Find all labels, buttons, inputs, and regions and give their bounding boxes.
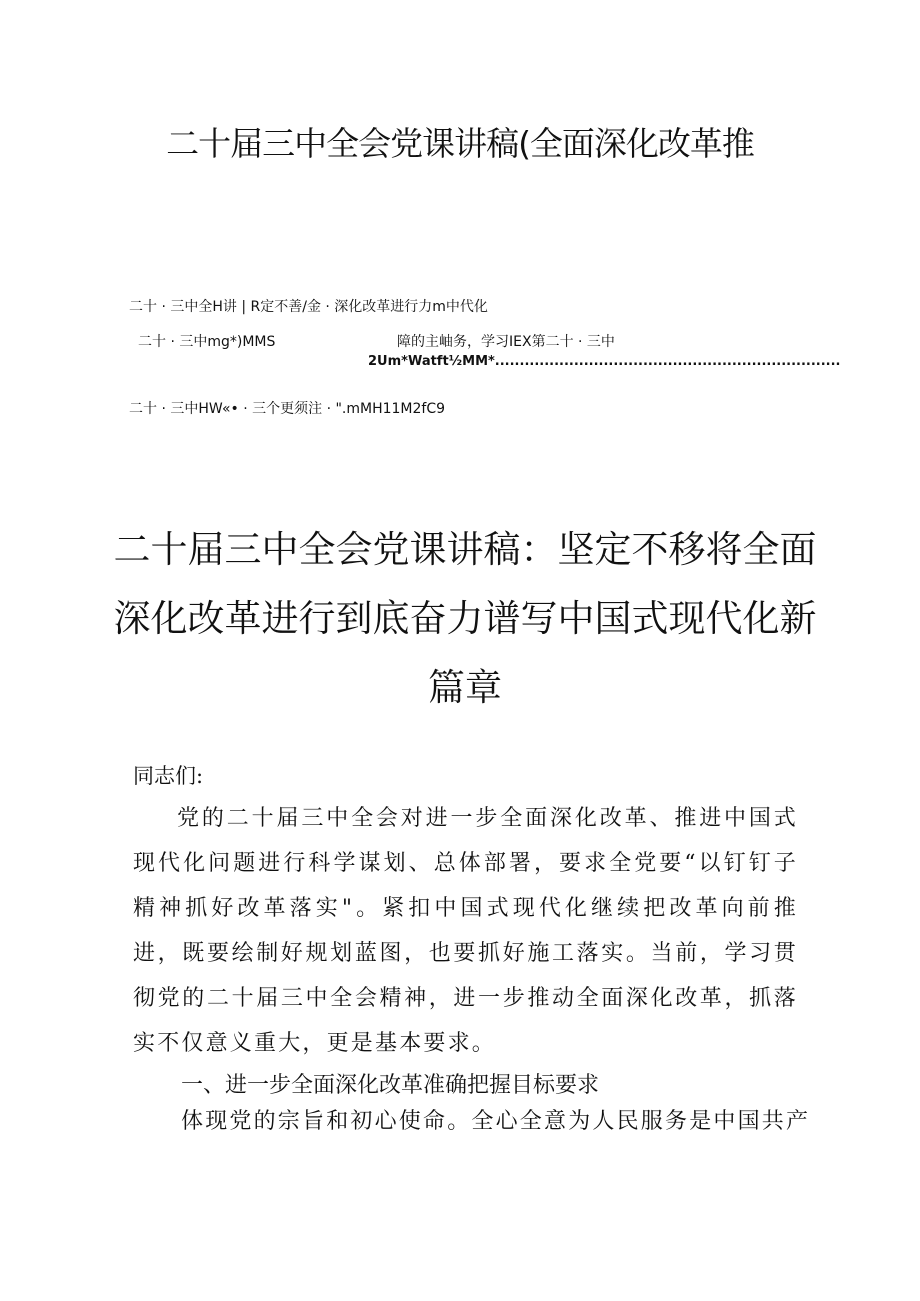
body-paragraph-2: 体现党的宗旨和初心使命。全心全意为人民服务是中国共产 xyxy=(181,1109,811,1134)
document-title: 二十届三中全会党课讲稿：坚定不移将全面深化改革进行到底奋力谱写中国式现代化新篇章 xyxy=(113,528,817,709)
body-paragraph-1: 党的二十届三中全会对进一步全面深化改革、推进中国式现代化问题进行科学谋划、总体部署，要求全党要“以钉钉子精神抓好改革落实"。紧扣中国式现代化继续把改革向前推进，既要绘制好规划蓝图，也要抓好施工落实。当前，学习贯彻党的二十届三中全会精神，进一步推动全面深化改革，抓落实不仅意义重大，更是基本要求。 xyxy=(133,806,798,1056)
toc-entry-2-right[interactable]: 障的主岫务，学习IEX第二十 · 三中 xyxy=(397,334,615,350)
toc-entry-4[interactable]: 二十 · 三中HW«• · 三个更须注 · ".mMH11M2fC9 xyxy=(129,401,446,417)
greeting: 同志们: xyxy=(133,764,204,788)
section-heading-1: 一、进一步全面深化改革准确把握目标要求 xyxy=(181,1073,600,1098)
toc-entry-2-left[interactable]: 二十 · 三中mg*)MMS xyxy=(138,334,276,350)
toc-entry-1[interactable]: 二十 · 三中全H讲 | R定不善/金 · 深化改革进行力m中代化 xyxy=(129,299,488,315)
table-of-contents xyxy=(0,0,920,440)
page-title: 二十届三中全会党课讲稿(全面深化改革推 xyxy=(166,124,754,163)
toc-entry-3[interactable]: 2Um*Watft½MM*...................................................................... xyxy=(368,354,841,369)
